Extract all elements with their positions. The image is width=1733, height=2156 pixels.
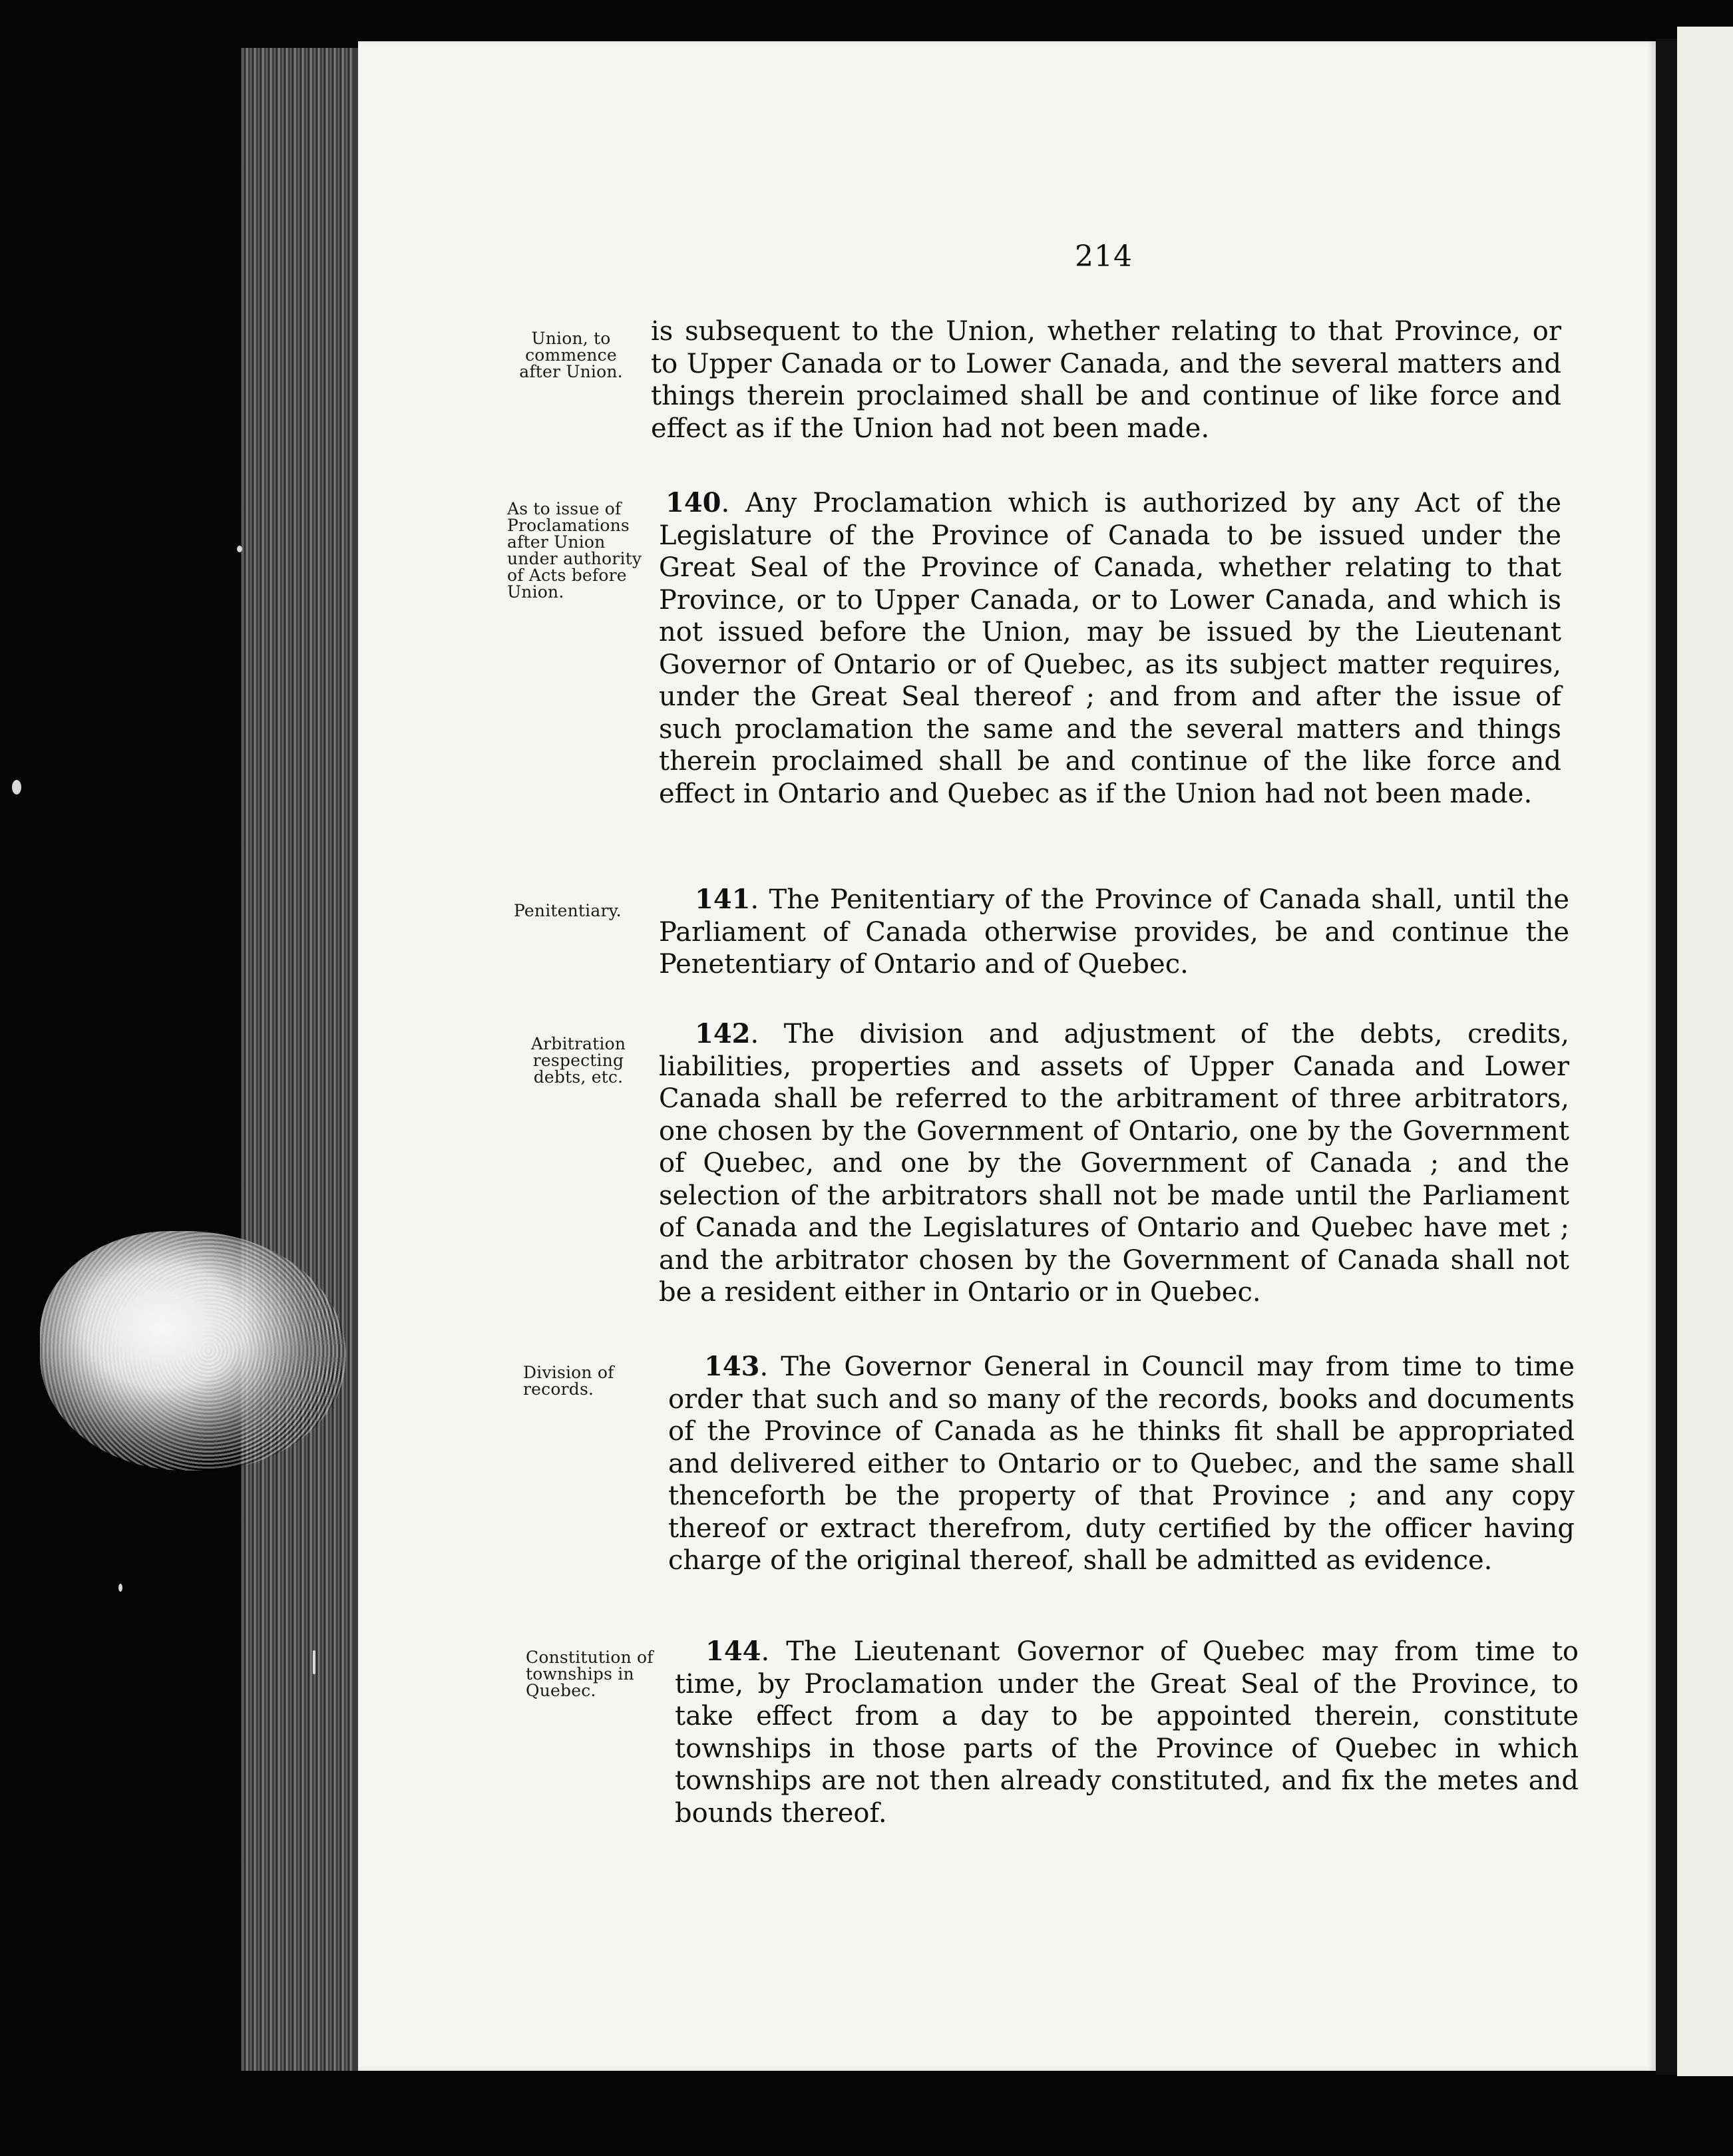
section-text	[659, 884, 1569, 981]
section-number: 144	[705, 1636, 761, 1667]
facing-page-edge	[1677, 27, 1733, 2076]
section-number: 143	[704, 1351, 760, 1382]
paragraph: is subsequent to the Union, whether relating to that Province, or to Upper Canada or to Lower Canada, and the several matters and things therein proclaimed shall be and continue of like force and effect as if the Union had not been made.	[651, 316, 1561, 444]
section-number: 140	[666, 487, 721, 518]
paragraph: . The Lieutenant Governor of Quebec may from time to time, by Proclamation under the Great Seal of the Province, to take effect from a day to be appointed therein, constitute townships in those parts of the Province of Quebec in which townships are not then already constituted, and fix the metes and bounds thereof.	[675, 1636, 1579, 1829]
page-number: 214	[1075, 240, 1133, 273]
margin-note: Arbitration respecting debts, etc.	[530, 1034, 626, 1087]
right-page-gutter	[1656, 39, 1677, 2075]
scan-speck	[12, 780, 21, 795]
page-edges	[241, 48, 353, 2071]
margin-note: As to issue of Proclamations after Union under authority of Acts before Union.	[507, 499, 642, 602]
section-number: 141	[695, 884, 751, 915]
paragraph: . The division and adjustment of the debts, credits, liabilities, properties and assets of Upper Canada and Lower Canada shall be referred to the arbitrament of three arbitrators, one chosen by the Government of Ontario, one by the Government of Quebec, and one by the Government of Canada ; and the selection of the arbitrators shall not be made until the Parliament of Canada and the Legislatures of Ontario and Quebec have met ; and the arbitrator chosen by the Government of Canada shall not be a resident either in Ontario or in Quebec.	[659, 1019, 1569, 1308]
scan-speck	[118, 1584, 122, 1592]
margin-note: Union, to commence after Union.	[519, 329, 623, 381]
section-number: 142	[695, 1018, 751, 1049]
section-text	[659, 487, 1561, 810]
section-text	[675, 1636, 1579, 1829]
margin-note: Division of records.	[523, 1363, 614, 1399]
section-text	[659, 1018, 1569, 1309]
section-text	[668, 1351, 1575, 1577]
margin-note: Constitution of townships in Quebec.	[526, 1648, 654, 1700]
section-text	[651, 315, 1561, 445]
scan-speck	[237, 546, 242, 552]
scan-speck	[313, 1650, 315, 1674]
paragraph: . The Governor General in Council may from time to time order that such and so many of the records, books and documents of the Province of Canada as he thinks fit shall be appropriated and delivered either to Ontario or to Quebec, and the same shall thenceforth be the property of that Province ; and any copy thereof or extract therefrom, duty certified by the officer having charge of the original thereof, shall be admitted as evidence.	[668, 1351, 1575, 1576]
margin-note: Penitentiary.	[514, 901, 622, 920]
paragraph: . Any Proclamation which is authorized by any Act of the Legislature of the Province of Canada to be issued under the Great Seal of the Province of Canada, whether relating to that Province, or to Upper Canada, or to Lower Canada, and which is not issued before the Union, may be issued by the Lieutenant Governor of Ontario or of Quebec, as its subject matter requires, under the Great Seal thereof ; and from and after the issue of such proclamation the same and the several matters and things therein proclaimed shall be and continue of the like force and effect in Ontario and Quebec as if the Union had not been made.	[659, 488, 1561, 809]
paragraph: . The Penitentiary of the Province of Canada shall, until the Parliament of Canada otherwise provides, be and continue the Penetentiary of Ontario and of Quebec.	[659, 884, 1569, 980]
